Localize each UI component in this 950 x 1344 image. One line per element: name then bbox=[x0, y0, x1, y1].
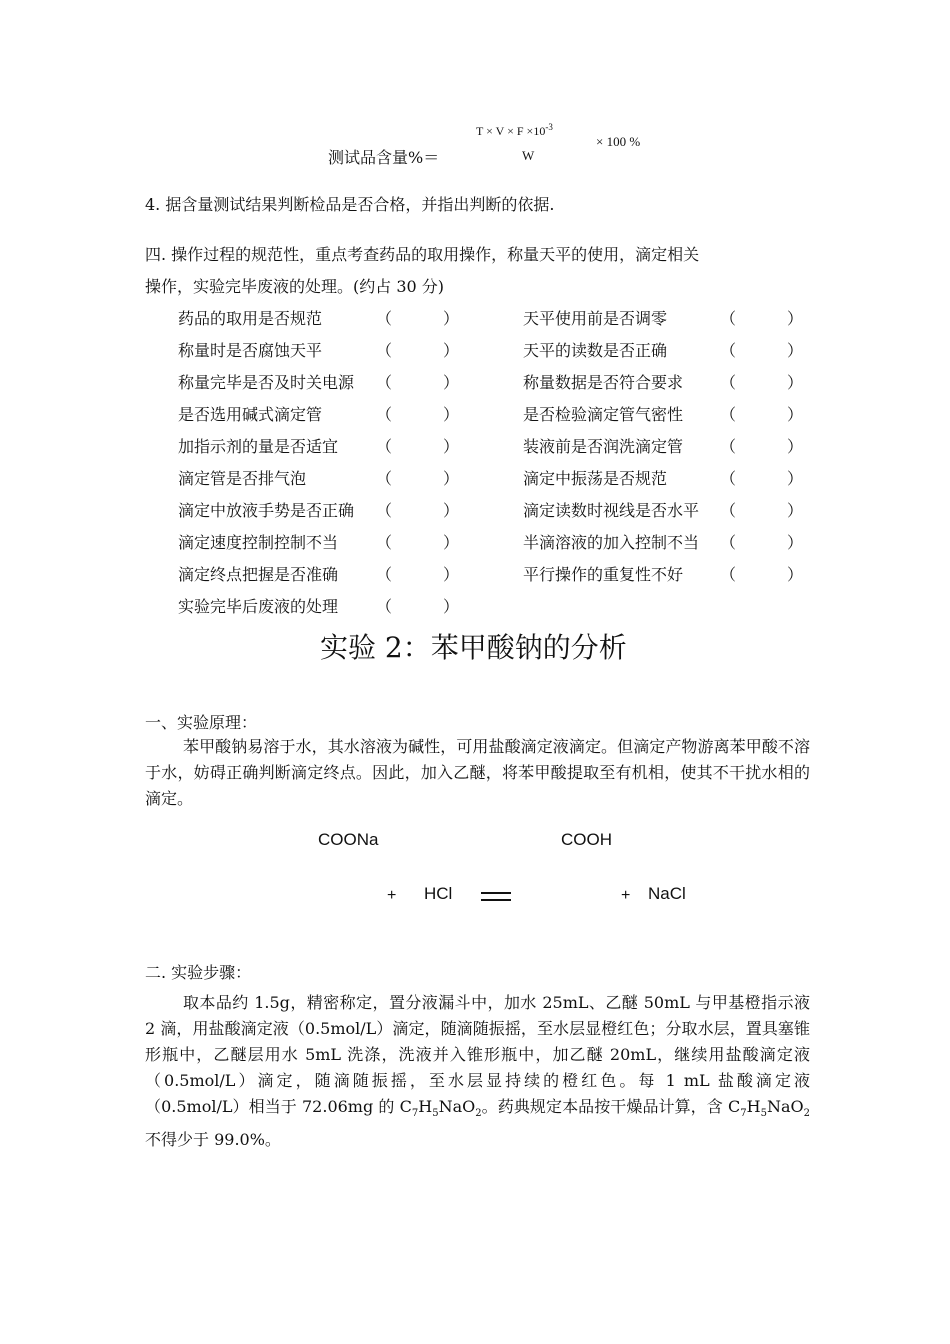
checklist-paren-close: ） bbox=[443, 373, 460, 392]
checklist-item-left: 实验完毕后废液的处理 bbox=[178, 597, 339, 616]
hcl-label: HCl bbox=[424, 884, 453, 903]
checklist-paren-open[interactable]: （ bbox=[720, 437, 737, 456]
checklist-paren-open[interactable]: （ bbox=[376, 373, 393, 392]
checklist-paren-open[interactable]: （ bbox=[376, 341, 393, 360]
formula-exponent: -3 bbox=[545, 122, 553, 132]
checklist-paren-open[interactable]: （ bbox=[376, 565, 393, 584]
checklist-paren-close: ） bbox=[443, 565, 460, 584]
checklist-item-left: 药品的取用是否规范 bbox=[178, 309, 323, 328]
checklist-row bbox=[0, 594, 950, 618]
checklist-paren-open[interactable]: （ bbox=[376, 533, 393, 552]
item-4: 4. 据含量测试结果判断检品是否合格，并指出判断的依据. bbox=[145, 195, 555, 214]
checklist-paren-close: ） bbox=[443, 309, 460, 328]
formula-tail: × 100 % bbox=[596, 134, 641, 149]
checklist-paren-open[interactable]: （ bbox=[720, 373, 737, 392]
checklist-paren-close: ） bbox=[787, 565, 804, 584]
checklist-item-left: 是否选用碱式滴定管 bbox=[178, 405, 323, 424]
nacl-label: NaCl bbox=[648, 884, 686, 903]
checklist-paren-open[interactable]: （ bbox=[720, 533, 737, 552]
checklist-paren-close: ） bbox=[787, 437, 804, 456]
checklist-paren-open[interactable]: （ bbox=[720, 341, 737, 360]
checklist-item-right: 滴定读数时视线是否水平 bbox=[523, 501, 700, 520]
checklist-paren-open[interactable]: （ bbox=[720, 405, 737, 424]
reactant-group: COONa bbox=[318, 830, 379, 849]
checklist-item-right: 半滴溶液的加入控制不当 bbox=[523, 533, 700, 552]
formula-denominator: W bbox=[522, 148, 535, 163]
checklist-paren-open[interactable]: （ bbox=[376, 437, 393, 456]
checklist-row bbox=[0, 306, 950, 330]
formula-lhs: 测试品含量%＝ bbox=[328, 148, 440, 167]
checklist-paren-close: ） bbox=[443, 341, 460, 360]
checklist-item-left: 滴定中放液手势是否正确 bbox=[178, 501, 355, 520]
experiment2-title: 实验 2：苯甲酸钠的分析 bbox=[320, 631, 627, 664]
checklist-item-left: 滴定速度控制控制不当 bbox=[178, 533, 339, 552]
checklist-paren-close: ） bbox=[787, 501, 804, 520]
checklist-paren-close: ） bbox=[443, 469, 460, 488]
checklist-paren-close: ） bbox=[443, 405, 460, 424]
checklist-row bbox=[0, 338, 950, 362]
checklist-row bbox=[0, 434, 950, 458]
checklist-item-left: 称量时是否腐蚀天平 bbox=[178, 341, 323, 360]
equals-line-bottom bbox=[481, 899, 511, 901]
steps-heading: 二. 实验步骤： bbox=[145, 963, 252, 982]
checklist-paren-open[interactable]: （ bbox=[720, 309, 737, 328]
principle-heading: 一、实验原理： bbox=[145, 713, 258, 732]
section4-line1: 四. 操作过程的规范性，重点考查药品的取用操作，称量天平的使用，滴定相关 bbox=[145, 245, 700, 264]
plus-sign-1: + bbox=[387, 887, 397, 904]
checklist-item-right: 天平使用前是否调零 bbox=[523, 309, 668, 328]
checklist-row bbox=[0, 370, 950, 394]
principle-text: 苯甲酸钠易溶于水，其水溶液为碱性，可用盐酸滴定液滴定。但滴定产物游离苯甲酸不溶于水，妨碍正确判断滴定终点。因此，加入乙醚，将苯甲酸提取至有机相，使其不干扰水相的滴定。 bbox=[145, 737, 810, 808]
checklist-paren-close: ） bbox=[443, 437, 460, 456]
plus-sign-2: + bbox=[621, 887, 631, 904]
section4-line2: 操作，实验完毕废液的处理。(约占 30 分) bbox=[145, 277, 445, 296]
checklist-item-right: 装液前是否润洗滴定管 bbox=[523, 437, 684, 456]
checklist-paren-open[interactable]: （ bbox=[720, 469, 737, 488]
checklist-item-left: 加指示剂的量是否适宜 bbox=[178, 437, 339, 456]
checklist-paren-close: ） bbox=[787, 373, 804, 392]
formula-numerator: $T \times V \times F \times 10^{-3}$ bbox=[476, 122, 553, 138]
product-group: COOH bbox=[561, 830, 612, 849]
equals-line-top bbox=[481, 892, 511, 894]
checklist-paren-close: ） bbox=[787, 533, 804, 552]
checklist-paren-close: ） bbox=[443, 533, 460, 552]
checklist-item-left: 称量完毕是否及时关电源 bbox=[178, 373, 355, 392]
checklist-row bbox=[0, 402, 950, 426]
checklist-row bbox=[0, 466, 950, 490]
checklist-paren-close: ） bbox=[787, 469, 804, 488]
checklist-item-right: 滴定中振荡是否规范 bbox=[523, 469, 668, 488]
checklist-paren-open[interactable]: （ bbox=[720, 565, 737, 584]
checklist-item-right: 天平的读数是否正确 bbox=[523, 341, 668, 360]
checklist-paren-open[interactable]: （ bbox=[720, 501, 737, 520]
checklist-paren-open[interactable]: （ bbox=[376, 501, 393, 520]
checklist-paren-close: ） bbox=[787, 309, 804, 328]
checklist-paren-open[interactable]: （ bbox=[376, 309, 393, 328]
checklist-row bbox=[0, 498, 950, 522]
checklist-item-right: 称量数据是否符合要求 bbox=[523, 373, 684, 392]
checklist-paren-close: ） bbox=[787, 405, 804, 424]
checklist-paren-open[interactable]: （ bbox=[376, 597, 393, 616]
checklist-row bbox=[0, 530, 950, 554]
checklist-paren-open[interactable]: （ bbox=[376, 405, 393, 424]
checklist-row bbox=[0, 562, 950, 586]
checklist-paren-close: ） bbox=[787, 341, 804, 360]
steps-text: 取本品约 1.5g，精密称定，置分液漏斗中，加水 25mL、乙醚 50mL 与甲基橙指示液 2 滴，用盐酸滴定液（0.5mol/L）滴定，随滴随振摇，至水层显橙红色；分取水层，置具塞锥形瓶中，乙醚层用水 5mL 洗涤，洗液并入锥形瓶中，加乙醚 20mL，继续用盐酸滴定液（0.5mol/L）滴定，随滴随振摇，至水层显持续的橙红色。每 1 mL 盐酸滴定液（0.5mol/L）相当于 72.06mg 的 $C_7H_5NaO_2$。药典规定本品按干燥品计算，含 $C_7H_5NaO_2$ 不得少于 99.0%。 bbox=[145, 993, 810, 1149]
checklist-paren-close: ） bbox=[443, 501, 460, 520]
checklist-item-right: 平行操作的重复性不好 bbox=[523, 565, 684, 584]
checklist-item-left: 滴定终点把握是否准确 bbox=[178, 565, 339, 584]
checklist-paren-close: ） bbox=[443, 597, 460, 616]
checklist-paren-open[interactable]: （ bbox=[376, 469, 393, 488]
checklist-item-right: 是否检验滴定管气密性 bbox=[523, 405, 684, 424]
checklist-item-left: 滴定管是否排气泡 bbox=[178, 469, 307, 488]
